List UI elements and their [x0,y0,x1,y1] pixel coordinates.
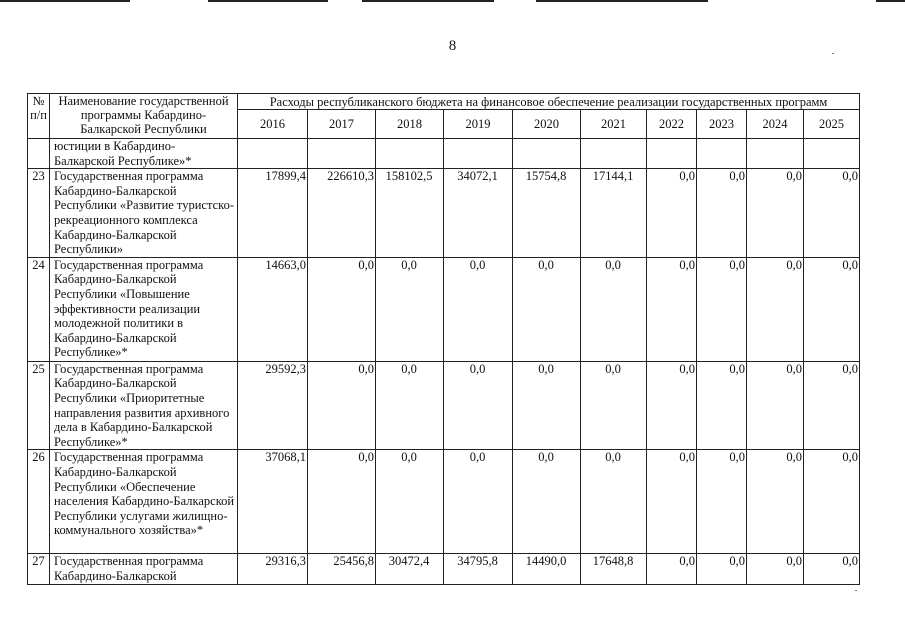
expense-value [581,139,647,169]
expense-value: 0,0 [647,450,697,554]
expense-value: 0,0 [581,450,647,554]
expense-value: 0,0 [697,257,747,361]
expense-value [513,139,581,169]
expense-value: 226610,3 [308,169,376,258]
scan-speck [855,590,857,591]
expense-value: 14490,0 [513,554,581,584]
header-num-label: № п/п [30,94,47,122]
top-rule-2 [208,0,328,2]
header-year: 2023 [697,110,747,139]
table-row [28,139,860,169]
expense-value: 25456,8 [308,554,376,584]
expense-value: 30472,4 [376,554,444,584]
expense-value: 0,0 [376,450,444,554]
expense-value: 34795,8 [444,554,513,584]
expense-value: 17899,4 [238,169,308,258]
header-year: 2024 [747,110,804,139]
table-row [28,169,860,258]
expense-value: 0,0 [747,554,804,584]
page-number: 8 [448,38,457,54]
table-row [28,257,860,361]
header-year: 2019 [444,110,513,139]
expense-value: 0,0 [444,450,513,554]
expense-value: 0,0 [444,257,513,361]
expense-value: 29592,3 [238,361,308,450]
expense-value: 158102,5 [376,169,444,258]
expense-value: 29316,3 [238,554,308,584]
expense-value [238,139,308,169]
header-num [28,94,50,139]
program-name: Государственная программа Кабардино-Балкарской [50,554,238,584]
header-name-label: Наименование государственной программы Кабардино-Балкарской Республики [58,94,229,136]
expense-value: 0,0 [513,361,581,450]
header-expenses-label: Расходы республиканского бюджета на финансовое обеспечение реализации государственных программ [269,94,828,109]
expense-value [308,139,376,169]
expense-value: 0,0 [804,554,860,584]
expense-value: 0,0 [647,169,697,258]
row-number: 24 [28,257,50,361]
expense-value [747,139,804,169]
expense-value: 0,0 [697,450,747,554]
top-rule-1 [0,0,130,2]
expense-value: 0,0 [444,361,513,450]
top-rule-3 [362,0,494,2]
expense-value: 0,0 [697,169,747,258]
table-row [28,554,860,584]
expense-value: 0,0 [581,361,647,450]
expense-value: 34072,1 [444,169,513,258]
header-expenses [238,94,860,110]
header-year: 2025 [804,110,860,139]
header-name [50,94,238,139]
top-rule-5 [876,0,905,2]
expense-value: 0,0 [308,450,376,554]
header-year: 2021 [581,110,647,139]
header-year: 2022 [647,110,697,139]
program-name: юстиции в Кабардино-Балкарской Республике»* [50,139,238,169]
header-year: 2016 [238,110,308,139]
expense-value: 0,0 [747,450,804,554]
expense-value: 0,0 [513,257,581,361]
expense-value [804,139,860,169]
expense-value: 0,0 [581,257,647,361]
expense-value [697,139,747,169]
expense-value [647,139,697,169]
expense-value: 0,0 [697,554,747,584]
table-row [28,450,860,554]
expense-value: 0,0 [747,361,804,450]
header-year: 2018 [376,110,444,139]
expense-value: 0,0 [647,554,697,584]
expense-value: 17648,8 [581,554,647,584]
row-number: 23 [28,169,50,258]
program-name: Государственная программа Кабардино-Балкарской Республики «Приоритетные направления развития архивного дела в Кабардино-Балкарской Республике»* [50,361,238,450]
expense-value: 14663,0 [238,257,308,361]
program-name: Государственная программа Кабардино-Балкарской Республики «Повышение эффективности реализации молодежной политики в Кабардино-Балкарской Республике»* [50,257,238,361]
expense-value: 0,0 [804,450,860,554]
expense-value: 0,0 [804,361,860,450]
expense-value: 0,0 [804,257,860,361]
expense-value: 37068,1 [238,450,308,554]
expense-value: 0,0 [376,361,444,450]
expense-value: 0,0 [376,257,444,361]
expense-value: 17144,1 [581,169,647,258]
expense-value: 0,0 [308,361,376,450]
expense-value [444,139,513,169]
header-year: 2017 [308,110,376,139]
table-row [28,361,860,450]
expense-value: 0,0 [647,257,697,361]
expense-value: 0,0 [513,450,581,554]
top-rule-4 [536,0,708,2]
row-number: 25 [28,361,50,450]
program-name: Государственная программа Кабардино-Балкарской Республики «Развитие туристско-рекреационного комплекса Кабардино-Балкарской Республики» [50,169,238,258]
row-number: 26 [28,450,50,554]
expense-value: 0,0 [747,257,804,361]
row-number [28,139,50,169]
program-name: Государственная программа Кабардино-Балкарской Республики «Обеспечение населения Кабардино-Балкарской Республики услугами жилищно-коммунального хозяйства»* [50,450,238,554]
expense-value: 0,0 [647,361,697,450]
expense-value: 15754,8 [513,169,581,258]
header-year: 2020 [513,110,581,139]
expense-value: 0,0 [747,169,804,258]
expense-value: 0,0 [308,257,376,361]
expense-value [376,139,444,169]
row-number: 27 [28,554,50,584]
expense-value: 0,0 [804,169,860,258]
expense-value: 0,0 [697,361,747,450]
budget-table [27,93,860,585]
